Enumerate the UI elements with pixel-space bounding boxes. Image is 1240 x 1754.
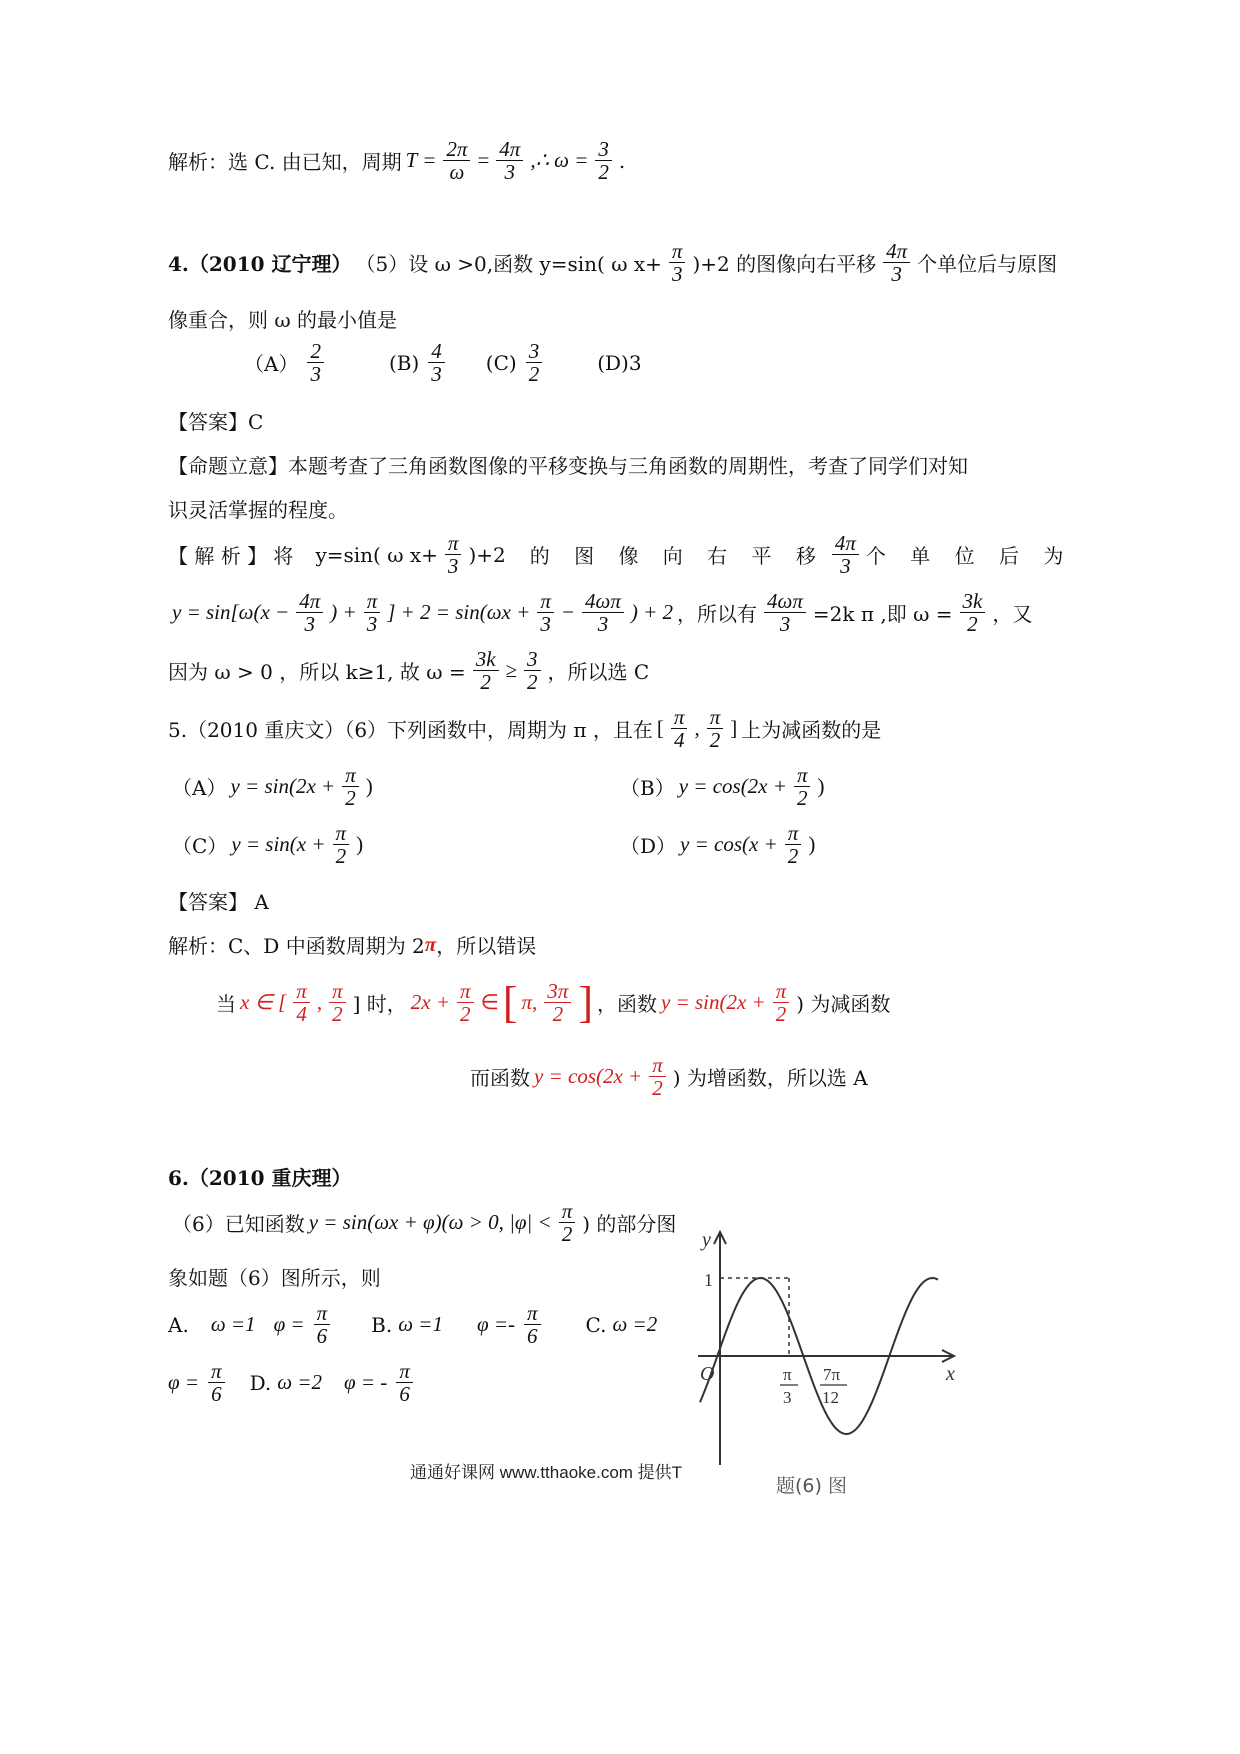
option-a: （A） bbox=[244, 352, 299, 377]
fraction: $\frac{2\pi}{\omega}$ bbox=[443, 138, 470, 183]
fraction: $\frac{\pi}{3}$ bbox=[669, 240, 686, 285]
q5-option-b: （B） y = cos(2x + $\frac{\pi}{2}$ ) bbox=[620, 763, 825, 811]
q5-option-a: （A） y = sin(2x + $\frac{\pi}{2}$ ) bbox=[172, 763, 373, 811]
q4-options: （A） $\frac{2}{3}$ (B) $\frac{4}{3}$ (C) $\frac{3}{2}$ (D)3 bbox=[244, 339, 642, 387]
question-number: 4.（2010 辽宁理） bbox=[168, 252, 352, 277]
q3-prefix: 解析：选 C. 由已知，周期 bbox=[168, 150, 402, 175]
q5-analysis: 解析：C、D 中函数周期为 2 π ，所以错误 bbox=[168, 932, 537, 958]
q3-analysis: 解析：选 C. 由已知，周期 T = $\frac{2\pi}{\omega}$ = $\frac{4\pi}{3}$ ,∴ ω = $\frac{3}{2}$ . bbox=[168, 137, 626, 185]
tick-7pi-12-num: 7π bbox=[823, 1365, 841, 1384]
option-b: B. bbox=[371, 1312, 393, 1337]
x-label: x bbox=[946, 1363, 955, 1385]
y-label: y bbox=[702, 1229, 711, 1251]
tick-pi-3-num: π bbox=[783, 1365, 792, 1384]
q5-option-d: （D） y = cos(x + $\frac{\pi}{2}$ ) bbox=[620, 821, 816, 869]
tick-pi-3-den: 3 bbox=[783, 1388, 792, 1407]
q6-line2: 象如题（6）图所示，则 bbox=[168, 1266, 381, 1290]
page-footer: 通通好课网 www.tthaoke.com 提供T bbox=[410, 1463, 683, 1482]
option-d: (D)3 bbox=[597, 350, 642, 375]
period-symbol: T = bbox=[405, 148, 437, 173]
fraction: $\frac{4\pi}{3}$ bbox=[496, 138, 523, 183]
option-d: D. bbox=[249, 1370, 272, 1395]
sine-graph-figure bbox=[680, 1220, 980, 1510]
q4-answer: 【答案】C bbox=[168, 410, 264, 434]
option-c: (C) bbox=[485, 350, 517, 375]
q5-analysis-line3: 而函数 y = cos(2x + $\frac{\pi}{2}$ ) 为增函数，所以选 A bbox=[470, 1053, 868, 1101]
q4-intent-cont: 识灵活掌握的程度。 bbox=[168, 498, 348, 522]
q5-answer: 【答案】 A bbox=[168, 890, 269, 914]
figure-caption: 题(6) 图 bbox=[776, 1475, 847, 1497]
q4-line2: 像重合，则 ω 的最小值是 bbox=[168, 308, 398, 332]
option-c: C. bbox=[585, 1312, 607, 1337]
origin-label: O bbox=[700, 1363, 715, 1385]
tick-7pi-12-den: 12 bbox=[822, 1388, 839, 1407]
fraction: $\frac{4\pi}{3}$ bbox=[883, 240, 910, 285]
q4-solution: 【 解 析 】 将 y=sin( ω x+ $\frac{\pi}{3}$ )+2 的 图 像 向 右 平 移 $\frac{4\pi}{3}$ 个 单 位 后 为 bbox=[168, 531, 1073, 579]
q6-question: （6）已知函数 y = sin(ωx + φ)(ω > 0, |φ| < $\frac{\pi}{2}$ ) 的部分图 bbox=[172, 1199, 677, 1247]
q6-options-row1: A. ω =1 φ = $\frac{\pi}{6}$ B. ω =1 φ =- $\frac{\pi}{6}$ C. ω =2 bbox=[168, 1301, 658, 1349]
question-number: 5.（2010 重庆文）（6）下列函数中，周期为 π ，且在 bbox=[168, 718, 653, 743]
q4-question: 4.（2010 辽宁理） （5）设 ω >0,函数 y=sin( ω x+ $\frac{\pi}{3}$ )+2 的图像向右平移 $\frac{4\pi}{3}$ 个单位后与原图 bbox=[168, 239, 1058, 287]
q4-equation: y = sin[ω(x − $\frac{4\pi}{3}$ ) + $\frac{\pi}{3}$ ] + 2 = sin(ωx + $\frac{\pi}{3}$ − $\frac{4\omega\pi}{3}$ ) + 2 ，所以有 $\frac{4\omega\pi}{3}$ =2k π ,即 ω = $\frac{3k}{2}$ ，又 bbox=[172, 589, 1033, 637]
q5-question: 5.（2010 重庆文）（6）下列函数中，周期为 π ，且在 [ $\frac{\pi}{4}$ , $\frac{\pi}{2}$ ] 上为减函数的是 bbox=[168, 705, 882, 753]
option-b: (B) bbox=[388, 350, 420, 375]
q4-conclusion: 因为 ω > 0 ，所以 k≥1, 故 ω = $\frac{3k}{2}$ ≥ $\frac{3}{2}$ ，所以选 C bbox=[168, 647, 650, 695]
q6-number: 6.（2010 重庆理） bbox=[168, 1166, 352, 1190]
max-value-label: 1 bbox=[704, 1270, 713, 1290]
q4-intent: 【命题立意】本题考查了三角函数图像的平移变换与三角函数的周期性，考查了同学们对知 bbox=[168, 454, 968, 478]
option-a: A. bbox=[168, 1312, 189, 1337]
q5-option-c: （C） y = sin(x + $\frac{\pi}{2}$ ) bbox=[172, 821, 364, 869]
q6-options-row2: φ = $\frac{\pi}{6}$ D. ω =2 φ = - $\frac{\pi}{6}$ bbox=[168, 1360, 416, 1405]
fraction: $\frac{3}{2}$ bbox=[595, 138, 612, 183]
q5-analysis-line2: 当 x ∈ [ $\frac{\pi}{4}$ , $\frac{\pi}{2}$ ] 时， 2x + $\frac{\pi}{2}$ ∈ [ π, $\frac{3\pi}{2}$ ] ，函数 y = sin(2x + $\frac{\pi}{2}$ ) 为减函数 bbox=[216, 977, 891, 1027]
